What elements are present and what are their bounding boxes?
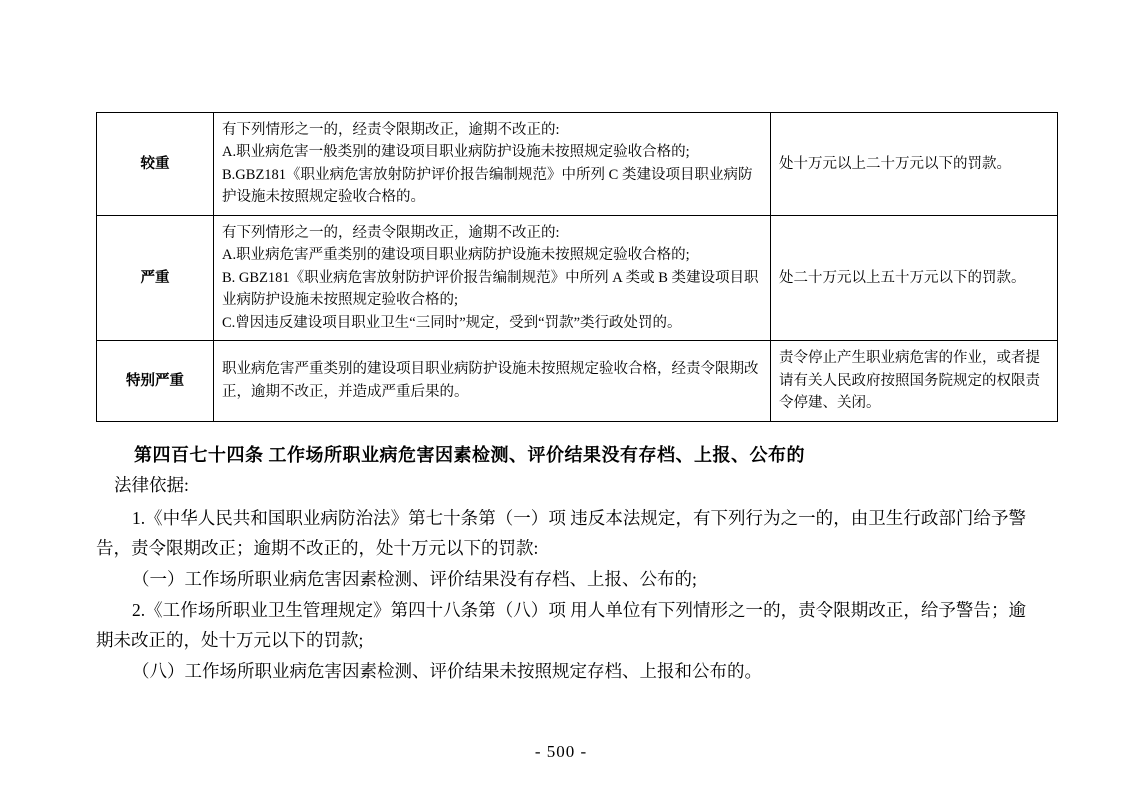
legal-basis-paragraph-2: 2.《工作场所职业卫生管理规定》第四十八条第（八）项 用人单位有下列情形之一的，责令限期改正，给予警告；逾期未改正的，处十万元以下的罚款; xyxy=(96,599,1026,651)
penalty-severity-table xyxy=(96,112,1058,422)
legal-basis-item-1: （一）工作场所职业病危害因素检测、评价结果没有存档、上报、公布的; xyxy=(132,569,697,590)
penalty-amount-cell: 责令停止产生职业病危害的作业，或者提请有关人民政府按照国务院规定的权限责令停建、关闭。 xyxy=(771,341,1058,421)
table-row xyxy=(97,215,1058,340)
description-line: B.GBZ181《职业病危害放射防护评价报告编制规范》中所列 C 类建设项目职业病防护设施未按照规定验收合格的。 xyxy=(222,166,753,206)
severity-level-cell: 较重 xyxy=(97,113,214,216)
description-line: B. GBZ181《职业病危害放射防护评价报告编制规范》中所列 A 类或 B 类建设项目职业病防护设施未按照规定验收合格的; xyxy=(222,269,759,309)
legal-basis-label: 法律依据: xyxy=(114,475,189,496)
penalty-amount-cell: 处二十万元以上五十万元以下的罚款。 xyxy=(771,215,1058,340)
penalty-amount-cell: 处十万元以上二十万元以下的罚款。 xyxy=(771,113,1058,216)
description-line: 有下列情形之一的，经责令限期改正，逾期不改正的: xyxy=(222,122,560,138)
severity-description-cell xyxy=(214,215,771,340)
table-row xyxy=(97,341,1058,421)
description-line: 有下列情形之一的，经责令限期改正，逾期不改正的: xyxy=(222,224,560,241)
article-heading: 第四百七十四条 工作场所职业病危害因素检测、评价结果没有存档、上报、公布的 xyxy=(134,444,805,465)
severity-level-cell: 特别严重 xyxy=(97,341,214,421)
page-content xyxy=(96,112,1040,687)
table-row xyxy=(97,113,1058,216)
severity-description-cell xyxy=(214,113,771,216)
legal-basis-item-2: （八）工作场所职业病危害因素检测、评价结果未按照规定存档、上报和公布的。 xyxy=(132,660,762,681)
severity-level-cell: 严重 xyxy=(97,215,214,340)
severity-description-cell xyxy=(214,341,771,421)
description-line: 职业病危害严重类别的建设项目职业病防护设施未按照规定验收合格，经责令限期改正，逾期不改正，并造成严重后果的。 xyxy=(222,361,759,400)
description-line: C.曾因违反建设项目职业卫生“三同时”规定，受到“罚款”类行政处罚的。 xyxy=(222,314,682,331)
page-number: - 500 - xyxy=(534,742,588,761)
legal-basis-paragraph-1: 1.《中华人民共和国职业病防治法》第七十条第（一）项 违反本法规定，有下列行为之一的，由卫生行政部门给予警告，责令限期改正；逾期不改正的，处十万元以下的罚款: xyxy=(96,507,1026,559)
description-line: A.职业病危害一般类别的建设项目职业病防护设施未按照规定验收合格的; xyxy=(222,144,690,161)
description-line: A.职业病危害严重类别的建设项目职业病防护设施未按照规定验收合格的; xyxy=(222,247,690,264)
